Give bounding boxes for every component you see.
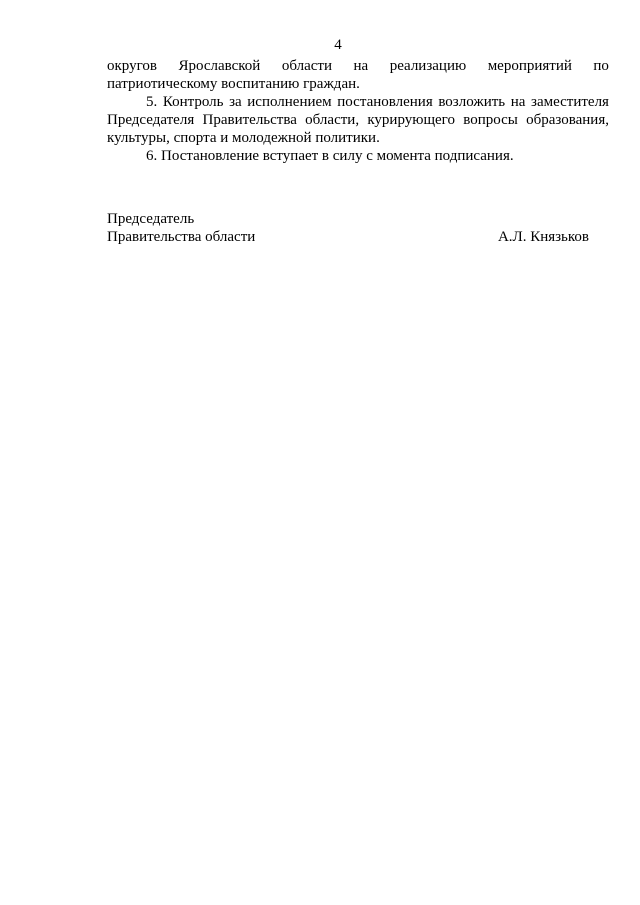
- word: области,: [305, 112, 360, 128]
- signatory-name: А.Л. Князьков: [497, 229, 589, 245]
- word: мероприятий: [487, 58, 572, 74]
- word: Правительства: [202, 112, 297, 128]
- signature-block: [107, 210, 589, 246]
- word: Председателя: [107, 112, 195, 128]
- item-6-paragraph: 6. Постановление вступает в силу с момента подписания.: [146, 148, 514, 164]
- word: исполнением: [247, 94, 332, 110]
- continuation-line-1: [107, 57, 609, 75]
- word: по: [593, 58, 609, 74]
- word: на: [353, 58, 369, 74]
- signatory-title-line-2: Правительства области: [107, 229, 256, 245]
- item-5-line-2: [107, 111, 609, 129]
- signatory-title-line-1: Председатель: [107, 211, 195, 227]
- word: вопросы: [463, 112, 518, 128]
- word: возложить: [438, 94, 506, 110]
- word: Ярославской: [178, 58, 261, 74]
- word: 5.: [146, 94, 158, 110]
- signatory-row: [107, 228, 589, 246]
- word: курирующего: [367, 112, 455, 128]
- word: заместителя: [531, 94, 609, 110]
- item-5-line-3: культуры, спорта и молодежной политики.: [107, 130, 380, 146]
- word: постановления: [337, 94, 433, 110]
- word: образования,: [526, 112, 609, 128]
- word: на: [510, 94, 526, 110]
- word: области: [281, 58, 332, 74]
- document-body: [107, 57, 609, 165]
- word: за: [229, 94, 242, 110]
- word: реализацию: [389, 58, 467, 74]
- word: Контроль: [162, 94, 224, 110]
- item-5-line-1: [107, 93, 609, 111]
- continuation-line-2: патриотическому воспитанию граждан.: [107, 76, 360, 92]
- page-number: 4: [334, 37, 342, 53]
- word: округов: [107, 58, 157, 74]
